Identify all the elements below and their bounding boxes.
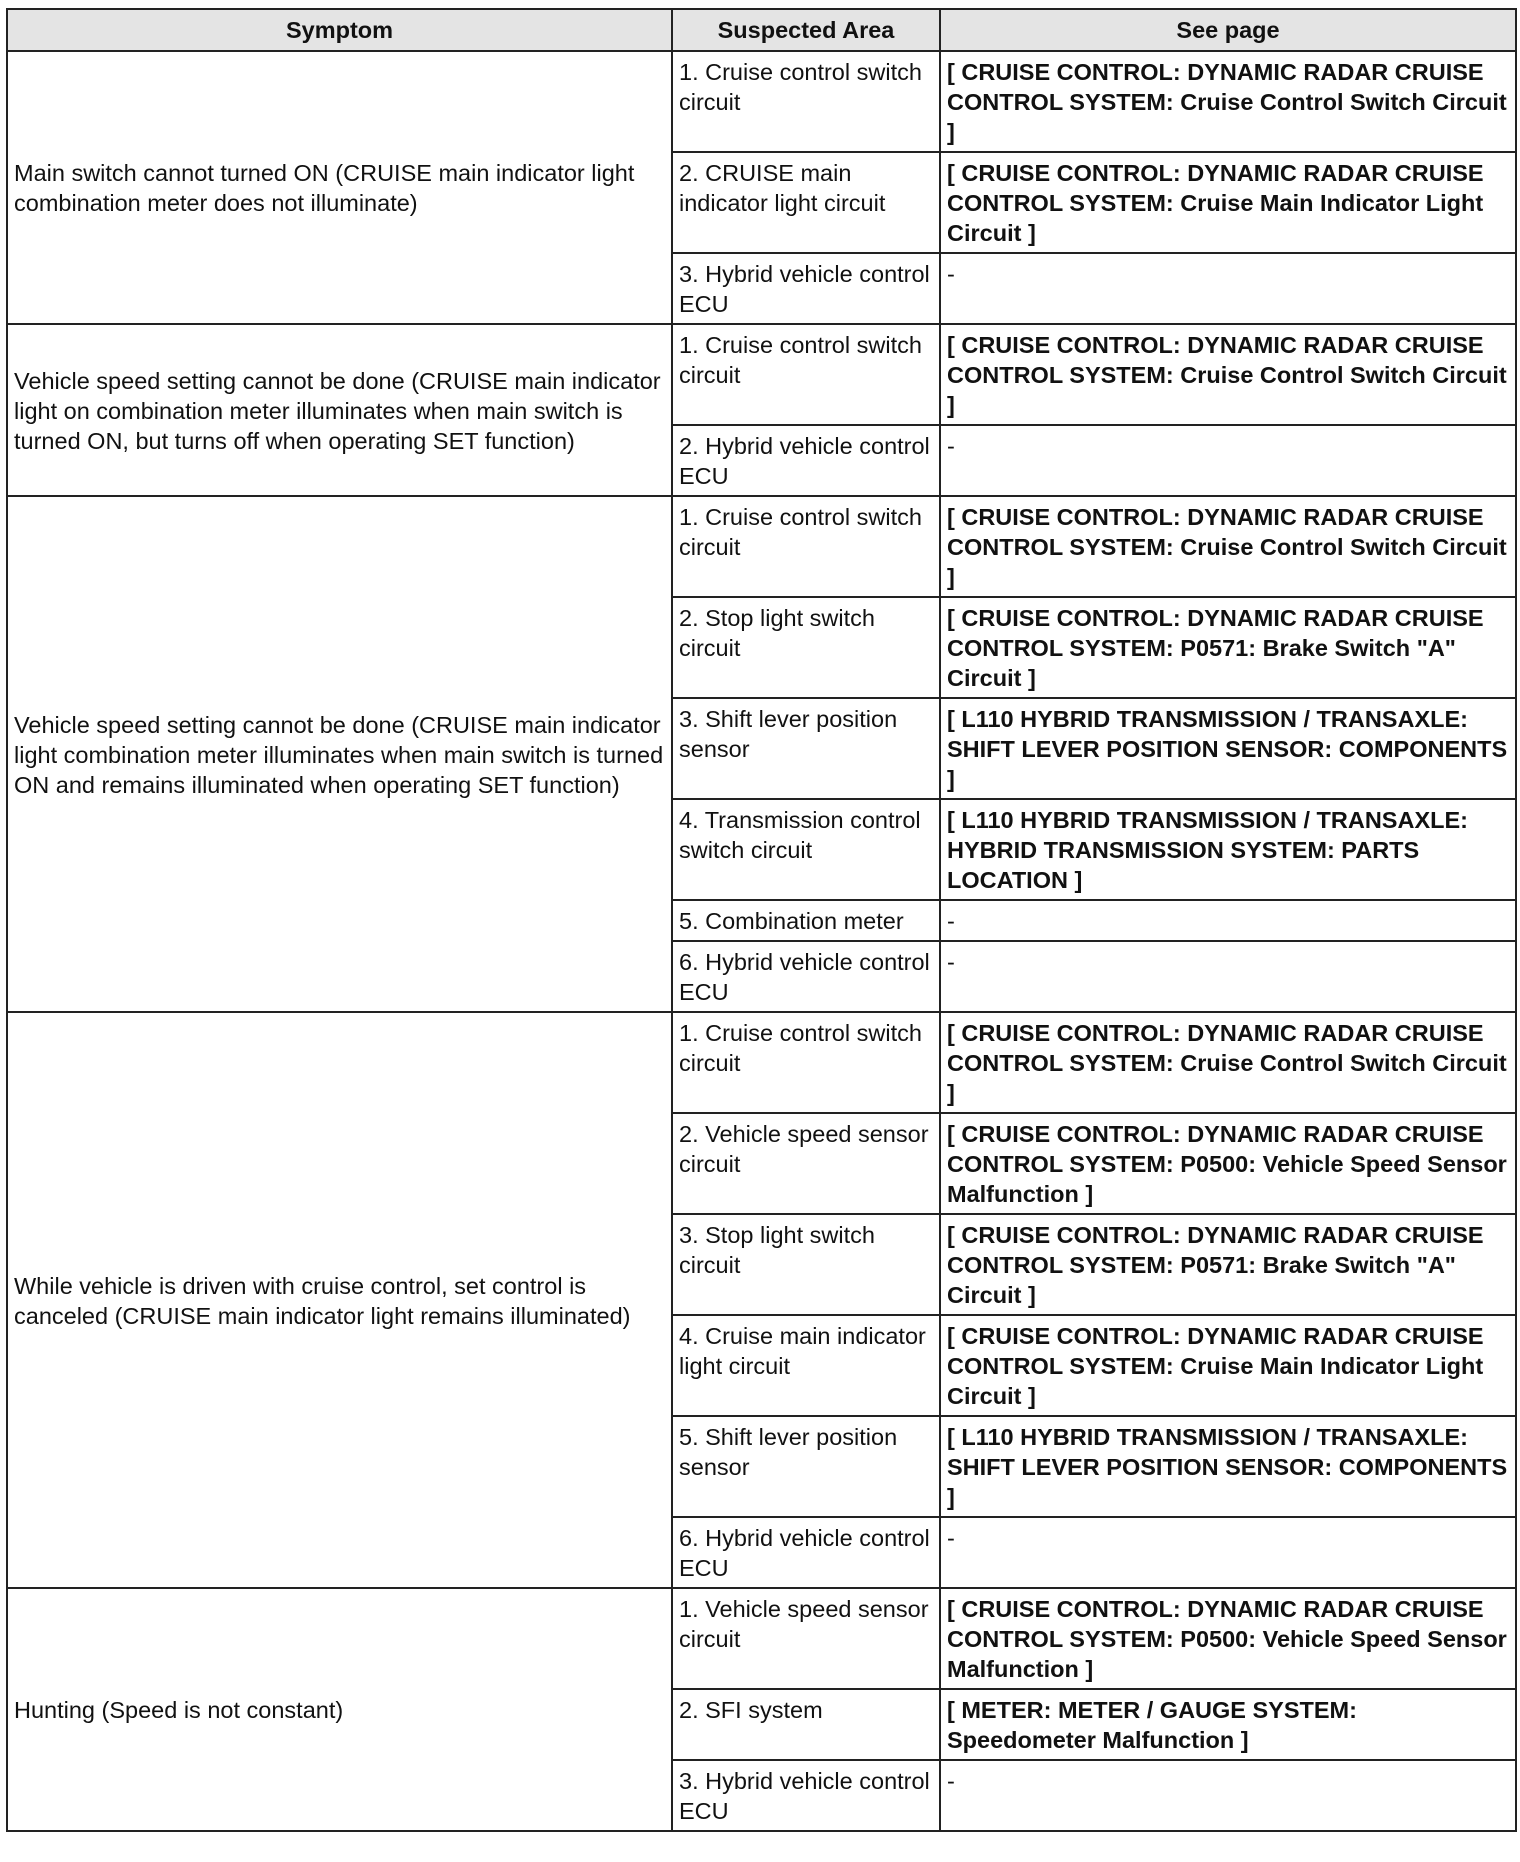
see-page-cell: [ CRUISE CONTROL: DYNAMIC RADAR CRUISE CONTROL SYSTEM: Cruise Main Indicator Light Circuit ] xyxy=(940,152,1516,253)
see-page-cell: - xyxy=(940,253,1516,324)
see-page-cell: [ CRUISE CONTROL: DYNAMIC RADAR CRUISE CONTROL SYSTEM: Cruise Control Switch Circuit ] xyxy=(940,51,1516,152)
suspected-area-cell: 2. CRUISE main indicator light circuit xyxy=(672,152,940,253)
document-page xyxy=(6,8,1517,1832)
see-page-cell: - xyxy=(940,941,1516,1012)
see-page-cell: [ METER: METER / GAUGE SYSTEM: Speedometer Malfunction ] xyxy=(940,1689,1516,1760)
see-page-cell: [ L110 HYBRID TRANSMISSION / TRANSAXLE: SHIFT LEVER POSITION SENSOR: COMPONENTS ] xyxy=(940,698,1516,799)
suspected-area-cell: 1. Vehicle speed sensor circuit xyxy=(672,1588,940,1689)
table-row xyxy=(7,51,1516,152)
see-page-cell: [ CRUISE CONTROL: DYNAMIC RADAR CRUISE CONTROL SYSTEM: Cruise Control Switch Circuit ] xyxy=(940,324,1516,425)
symptom-cell: Vehicle speed setting cannot be done (CRUISE main indicator light combination meter illuminates when main switch is turned ON and remains illuminated when operating SET function) xyxy=(7,496,672,1012)
symptom-cell: Hunting (Speed is not constant) xyxy=(7,1588,672,1831)
suspected-area-cell: 5. Shift lever position sensor xyxy=(672,1416,940,1517)
table-body xyxy=(7,51,1516,1831)
suspected-area-cell: 3. Shift lever position sensor xyxy=(672,698,940,799)
see-page-cell: - xyxy=(940,900,1516,941)
suspected-area-cell: 6. Hybrid vehicle control ECU xyxy=(672,941,940,1012)
suspected-area-cell: 1. Cruise control switch circuit xyxy=(672,1012,940,1113)
suspected-area-cell: 1. Cruise control switch circuit xyxy=(672,51,940,152)
table-row xyxy=(7,1012,1516,1113)
suspected-area-cell: 1. Cruise control switch circuit xyxy=(672,496,940,597)
see-page-cell: - xyxy=(940,1760,1516,1831)
see-page-cell: [ CRUISE CONTROL: DYNAMIC RADAR CRUISE CONTROL SYSTEM: P0500: Vehicle Speed Sensor Malfunction ] xyxy=(940,1588,1516,1689)
see-page-cell: [ CRUISE CONTROL: DYNAMIC RADAR CRUISE CONTROL SYSTEM: P0571: Brake Switch "A" Circuit ] xyxy=(940,597,1516,698)
see-page-cell: - xyxy=(940,1517,1516,1588)
see-page-cell: [ CRUISE CONTROL: DYNAMIC RADAR CRUISE CONTROL SYSTEM: P0571: Brake Switch "A" Circuit ] xyxy=(940,1214,1516,1315)
suspected-area-cell: 3. Hybrid vehicle control ECU xyxy=(672,1760,940,1831)
see-page-cell: [ L110 HYBRID TRANSMISSION / TRANSAXLE: HYBRID TRANSMISSION SYSTEM: PARTS LOCATION ] xyxy=(940,799,1516,900)
suspected-area-cell: 3. Stop light switch circuit xyxy=(672,1214,940,1315)
header-row xyxy=(7,9,1516,51)
problem-symptoms-table xyxy=(6,8,1517,1832)
see-page-cell: - xyxy=(940,425,1516,496)
suspected-area-cell: 2. Vehicle speed sensor circuit xyxy=(672,1113,940,1214)
table-row xyxy=(7,324,1516,425)
see-page-cell: [ CRUISE CONTROL: DYNAMIC RADAR CRUISE CONTROL SYSTEM: P0500: Vehicle Speed Sensor Malfunction ] xyxy=(940,1113,1516,1214)
suspected-area-cell: 2. Hybrid vehicle control ECU xyxy=(672,425,940,496)
see-page-cell: [ CRUISE CONTROL: DYNAMIC RADAR CRUISE CONTROL SYSTEM: Cruise Control Switch Circuit ] xyxy=(940,496,1516,597)
suspected-area-cell: 1. Cruise control switch circuit xyxy=(672,324,940,425)
suspected-area-cell: 4. Transmission control switch circuit xyxy=(672,799,940,900)
header-suspected-area: Suspected Area xyxy=(672,9,940,51)
symptom-cell: Main switch cannot turned ON (CRUISE main indicator light combination meter does not illuminate) xyxy=(7,51,672,324)
suspected-area-cell: 5. Combination meter xyxy=(672,900,940,941)
table-row xyxy=(7,496,1516,597)
suspected-area-cell: 6. Hybrid vehicle control ECU xyxy=(672,1517,940,1588)
see-page-cell: [ CRUISE CONTROL: DYNAMIC RADAR CRUISE CONTROL SYSTEM: Cruise Main Indicator Light Circuit ] xyxy=(940,1315,1516,1416)
symptom-cell: Vehicle speed setting cannot be done (CRUISE main indicator light on combination meter illuminates when main switch is turned ON, but turns off when operating SET function) xyxy=(7,324,672,496)
table-row xyxy=(7,1588,1516,1689)
symptom-cell: While vehicle is driven with cruise control, set control is canceled (CRUISE main indicator light remains illuminated) xyxy=(7,1012,672,1588)
table-header xyxy=(7,9,1516,51)
suspected-area-cell: 2. Stop light switch circuit xyxy=(672,597,940,698)
suspected-area-cell: 2. SFI system xyxy=(672,1689,940,1760)
see-page-cell: [ L110 HYBRID TRANSMISSION / TRANSAXLE: SHIFT LEVER POSITION SENSOR: COMPONENTS ] xyxy=(940,1416,1516,1517)
suspected-area-cell: 4. Cruise main indicator light circuit xyxy=(672,1315,940,1416)
suspected-area-cell: 3. Hybrid vehicle control ECU xyxy=(672,253,940,324)
header-symptom: Symptom xyxy=(7,9,672,51)
see-page-cell: [ CRUISE CONTROL: DYNAMIC RADAR CRUISE CONTROL SYSTEM: Cruise Control Switch Circuit ] xyxy=(940,1012,1516,1113)
header-see-page: See page xyxy=(940,9,1516,51)
